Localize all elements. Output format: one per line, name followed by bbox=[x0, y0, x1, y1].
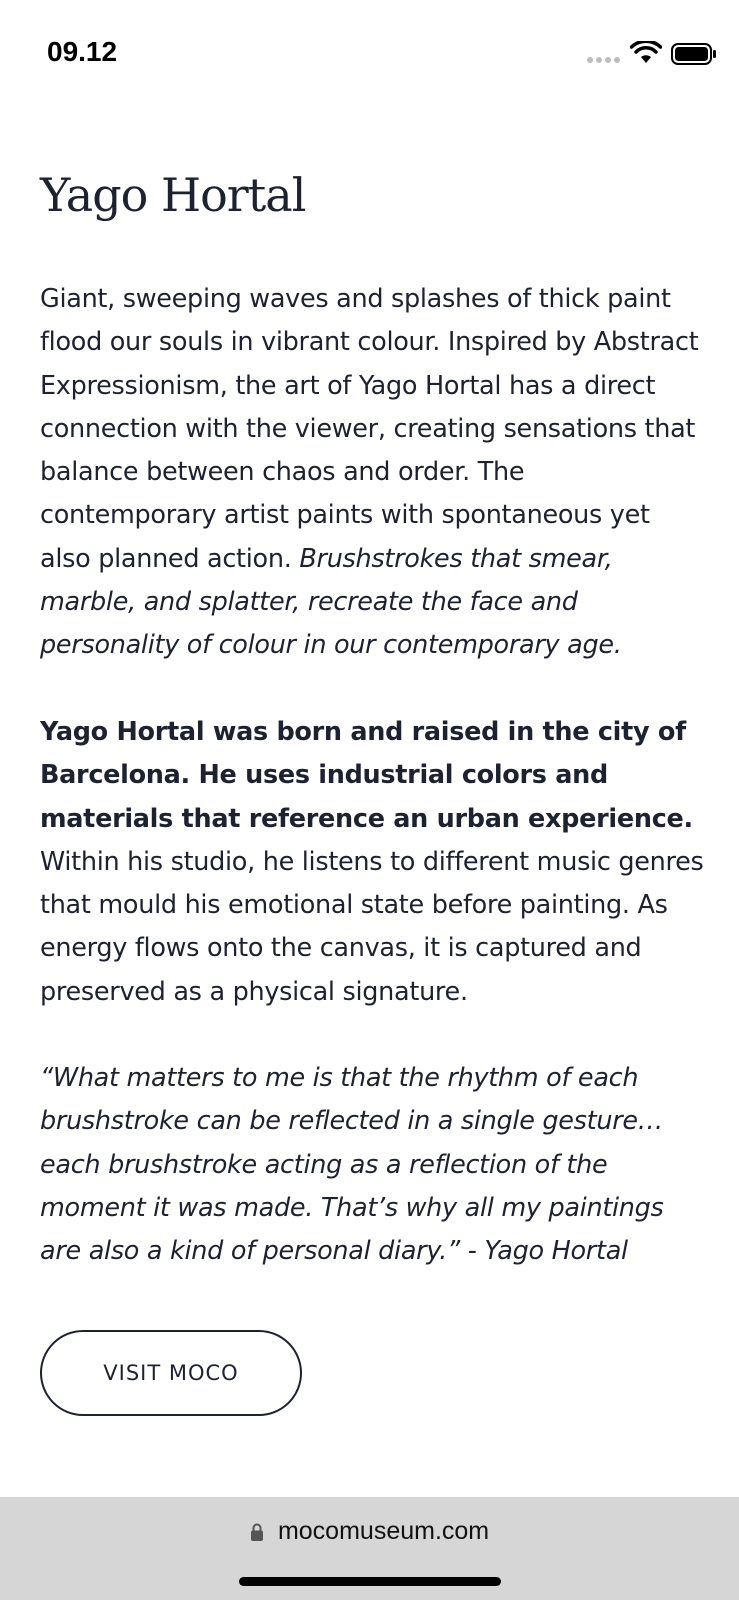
intro-paragraph bbox=[40, 278, 705, 668]
page-title: Yago Hortal bbox=[40, 168, 306, 222]
status-bar bbox=[0, 0, 739, 100]
lock-icon bbox=[250, 1522, 264, 1542]
visit-moco-button[interactable]: VISIT MOCO bbox=[40, 1330, 302, 1416]
intro-italic-text: Brushstrokes that smear, marble, and splatter, recreate the face and personality of colour in our contemporary age. bbox=[40, 543, 622, 661]
artist-quote: “What matters to me is that the rhythm of each brushstroke can be reflected in a single gesture… each brushstroke acting as a reflection of the moment it was made. That’s why all my paintings are also a kind of personal diary.” - Yago Hortal bbox=[40, 1063, 664, 1267]
bio-text: Within his studio, he listens to different music genres that mould his emotional state before painting. As energy flows onto the canvas, it is captured and preserved as a physical signature. bbox=[40, 846, 704, 1007]
url-display[interactable] bbox=[0, 1517, 739, 1546]
signal-icon bbox=[586, 55, 622, 65]
status-time: 09.12 bbox=[47, 36, 118, 67]
wifi-icon bbox=[630, 41, 662, 65]
home-indicator[interactable] bbox=[239, 1577, 501, 1586]
intro-text: Giant, sweeping waves and splashes of thick paint flood our souls in vibrant colour. Inspired by Abstract Expressionism, the art of Yago Hortal has a direct connection with the viewer, creating sensations that balance between chaos and order. The contemporary artist paints with spontaneous yet also planned action. bbox=[40, 284, 699, 574]
battery-icon bbox=[671, 43, 717, 65]
url-text: mocomuseum.com bbox=[277, 1517, 490, 1545]
bio-bold-text: Yago Hortal was born and raised in the city of Barcelona. He uses industrial colors and materials that reference an urban experience. bbox=[40, 717, 693, 834]
bio-paragraph bbox=[40, 711, 705, 1014]
